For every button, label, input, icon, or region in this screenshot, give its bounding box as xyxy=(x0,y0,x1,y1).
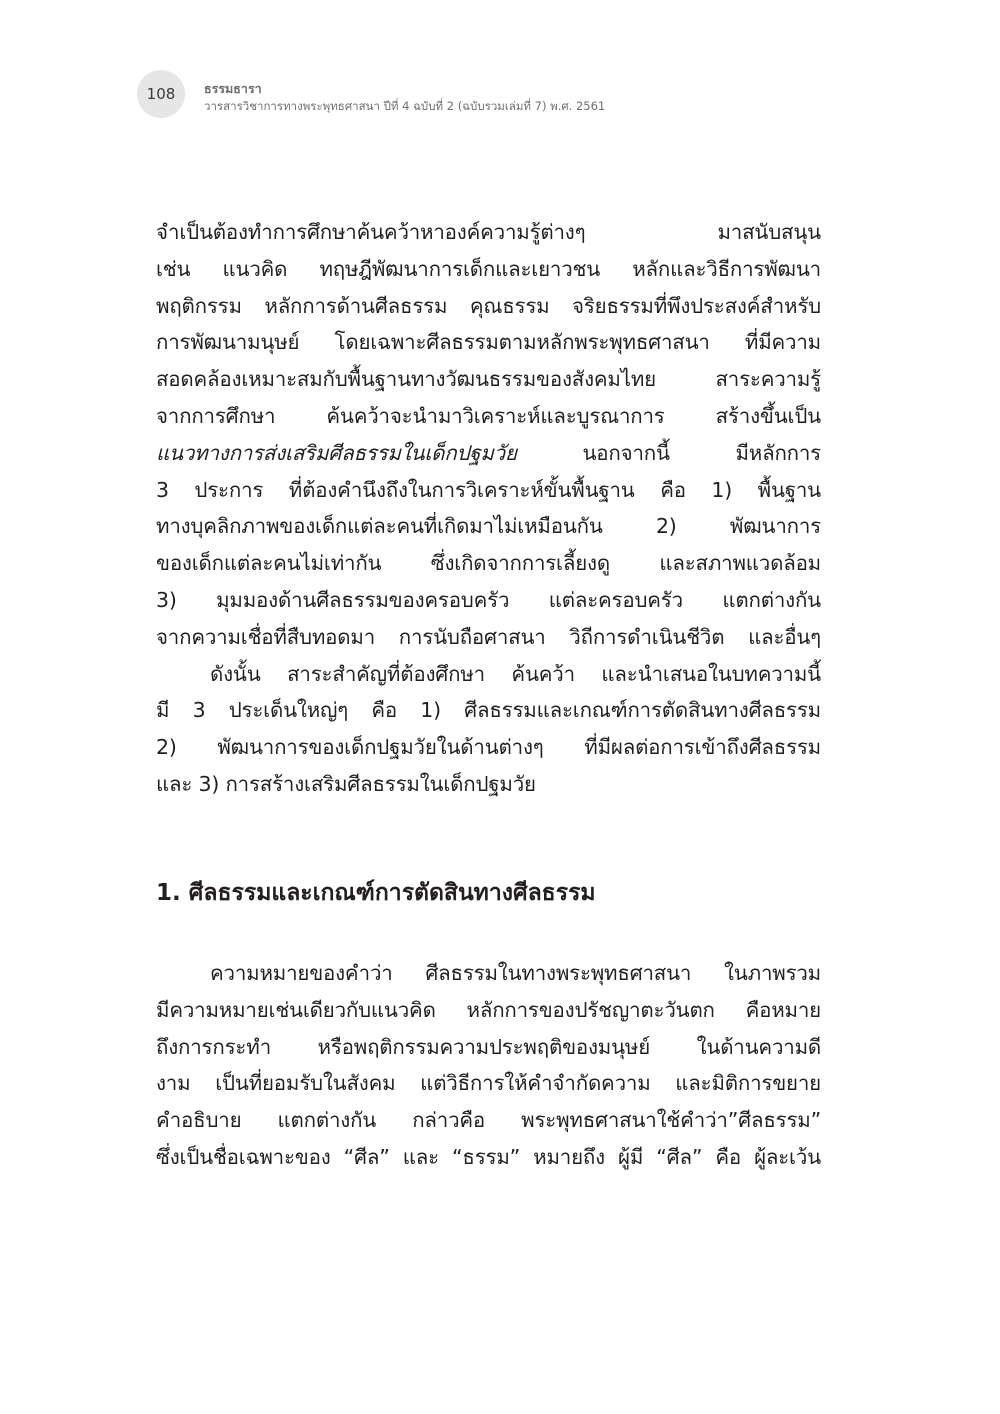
page-number-badge xyxy=(137,70,185,118)
journal-title: ธรรมธารา xyxy=(204,81,262,96)
body-line: ความหมายของคำว่า ศีลธรรมในทางพระพุทธศาสนา ในภาพรวม xyxy=(210,961,821,985)
section-heading-text: ศีลธรรมและเกณฑ์การตัดสินทางศีลธรรม xyxy=(188,880,596,906)
body-line: สอดคล้องเหมาะสมกับพื้นฐานทางวัฒนธรรมของสังคมไทย สาระความรู้ xyxy=(156,367,821,392)
body-block-2 xyxy=(156,955,821,1176)
journal-subtitle: วารสารวิชาการทางพระพุทธศาสนา ปีที่ 4 ฉบับที่ 2 (ฉบับรวมเล่มที่ 7) พ.ศ. 2561 xyxy=(204,99,606,113)
body-line: ของเด็กแต่ละคนไม่เท่ากัน ซึ่งเกิดจากการเลี้ยงดู และสภาพแวดล้อม xyxy=(156,551,821,576)
body-line: การพัฒนามนุษย์ โดยเฉพาะศีลธรรมตามหลักพระพุทธศาสนา ที่มีความ xyxy=(156,330,821,355)
body-line: 3) มุมมองด้านศีลธรรมของครอบครัว แต่ละครอบครัว แตกต่างกัน xyxy=(156,587,821,612)
body-line: และ 3) การสร้างเสริมศีลธรรมในเด็กปฐมวัย xyxy=(156,771,536,796)
body-line: 3 ประการ ที่ต้องคำนึงถึงในการวิเคราะห์ขั้นพื้นฐาน คือ 1) พื้นฐาน xyxy=(156,477,821,502)
body-line: จำเป็นต้องทำการศึกษาค้นคว้าหาองค์ความรู้ต่างๆ มาสนับสนุน xyxy=(156,220,821,244)
body-text-segment: นอกจากนี้ มีหลักการ xyxy=(516,440,821,465)
body-line: งาม เป็นที่ยอมรับในสังคม แต่วิธีการให้คำจำกัดความ และมิติการขยาย xyxy=(156,1071,821,1096)
body-line: ดังนั้น สาระสำคัญที่ต้องศึกษา ค้นคว้า และนำเสนอในบทความนี้ xyxy=(210,661,821,686)
section-heading xyxy=(156,875,596,911)
body-line-with-italic xyxy=(156,435,821,472)
body-line: มีความหมายเช่นเดียวกับแนวคิด หลักการของปรัชญาตะวันตก คือหมาย xyxy=(156,997,821,1022)
body-line: จากการศึกษา ค้นคว้าจะนำมาวิเคราะห์และบูรณาการ สร้างขึ้นเป็น xyxy=(156,403,821,428)
body-line: ซึ่งเป็นชื่อเฉพาะของ “ศีล” และ “ธรรม” หมายถึง ผู้มี “ศีล” คือ ผู้ละเว้น xyxy=(156,1144,821,1169)
body-line: มี 3 ประเด็นใหญ่ๆ คือ 1) ศีลธรรมและเกณฑ์การตัดสินทางศีลธรรม xyxy=(156,698,821,723)
body-line: จากความเชื่อที่สืบทอดมา การนับถือศาสนา วิถีการดำเนินชีวิต และอื่นๆ xyxy=(156,624,821,649)
body-line: 2) พัฒนาการของเด็กปฐมวัยในด้านต่างๆ ที่มีผลต่อการเข้าถึงศีลธรรม xyxy=(156,735,821,760)
body-line: คำอธิบาย แตกต่างกัน กล่าวคือ พระพุทธศาสนาใช้คำว่า”ศีลธรรม” xyxy=(156,1108,821,1133)
body-line: ถึงการกระทำ หรือพฤติกรรมความประพฤติของมนุษย์ ในด้านความดี xyxy=(156,1034,821,1059)
body-block-1 xyxy=(156,214,821,803)
italic-title: แนวทางการส่งเสริมศีลธรรมในเด็กปฐมวัย xyxy=(156,440,517,465)
body-line: ทางบุคลิกภาพของเด็กแต่ละคนที่เกิดมาไม่เหมือนกัน 2) พัฒนาการ xyxy=(156,514,821,539)
section-heading-number: 1. xyxy=(156,880,181,906)
body-line: เช่น แนวคิด ทฤษฎีพัฒนาการเด็กและเยาวชน หลักและวิธีการพัฒนา xyxy=(156,256,821,281)
body-line: พฤติกรรม หลักการด้านศีลธรรม คุณธรรม จริยธรรมที่พึงประสงค์สำหรับ xyxy=(156,293,821,318)
page-number: 108 xyxy=(146,85,176,103)
